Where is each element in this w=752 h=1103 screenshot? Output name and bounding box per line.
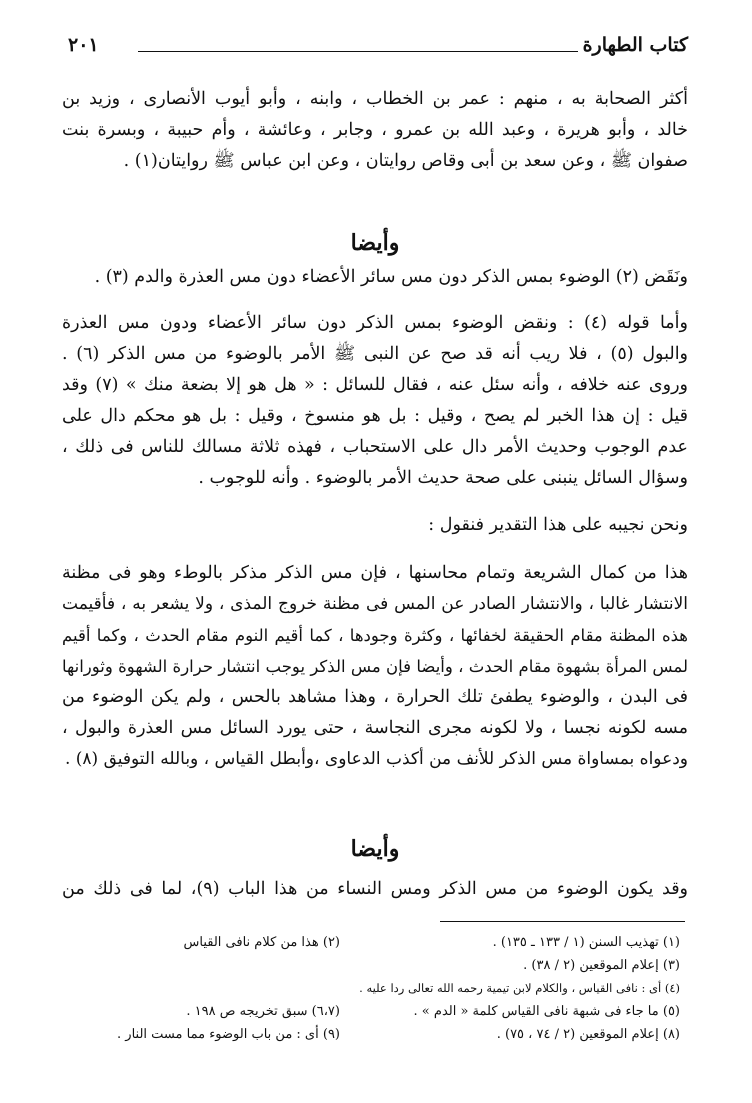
- footnote-separator: [440, 921, 685, 922]
- paragraph-also: [62, 874, 688, 905]
- text-line: ودعواه بمساواة مس الذكر للأنف من أكذب الدعاوى ،وأبطل القياس ، وبالله التوفيق (٨) .: [64, 749, 688, 769]
- paragraph-answer-intro: [62, 510, 688, 541]
- section-heading: وأيضا: [350, 836, 400, 862]
- text-line: عدم الوجوب وحديث الأمر دال على الاستحباب ، فهذه ثلاثة مسالك للناس فى ذلك ،: [62, 437, 688, 457]
- text-line: وأما قوله (٤) : ونقض الوضوء بمس الذكر دون سائر الأعضاء ودون مس العذرة: [62, 313, 688, 333]
- text-line: خالد ، وأبو هريرة ، وعبد الله بن عمرو ، وجابر ، وعائشة ، وأم حبيبة ، وبسرة بنت: [62, 120, 688, 140]
- page-header: [68, 34, 688, 64]
- text-line: ونَقَض (٢) الوضوء بمس الذكر دون مس سائر الأعضاء دون مس العذرة والدم (٣) .: [94, 267, 688, 287]
- paragraph-naqd: [62, 262, 688, 293]
- footnote-5: (٥) ما جاء فى شبهة نافى القياس كلمة « الدم » .: [413, 1004, 680, 1019]
- paragraph-argument: [62, 558, 688, 775]
- chapter-title: كتاب الطهارة: [582, 34, 688, 56]
- footnote-9: (٩) أى : من باب الوضوء مما مست النار .: [117, 1027, 340, 1042]
- text-line: الانتشار غالبا ، والانتشار الصادر عن المس فى مظنة خروج المذى ، ولا يشعر به ، فأقيمت: [62, 594, 688, 614]
- section-heading: وأيضا: [350, 230, 400, 256]
- header-rule: [138, 51, 578, 52]
- footnote-8: (٨) إعلام الموقعين (٢ / ٧٤ ، ٧٥) .: [496, 1027, 680, 1042]
- text-line: هذه المظنة مقام الحقيقة لخفائها ، وكثرة وجودها ، كما أقيم النوم مقام الحدث ، وكما أقيم: [62, 626, 688, 645]
- text-line: وسؤال السائل ينبنى على صحة حديث الأمر بالوضوء . وأنه للوجوب .: [198, 468, 688, 488]
- paragraph-reply: [62, 308, 688, 494]
- text-line: أكثر الصحابة به ، منهم : عمر بن الخطاب ، وابنه ، وأبو أيوب الأنصارى ، وزيد بن: [62, 89, 688, 109]
- footnote-6-7: (٦،٧) سبق تخريجه ص ١٩٨ .: [186, 1004, 340, 1019]
- text-line: ونحن نجيبه على هذا التقدير فنقول :: [428, 515, 688, 535]
- intro-paragraph: [62, 84, 688, 177]
- text-line: هذا من كمال الشريعة وتمام محاسنها ، فإن مس الذكر مذكر بالوطء وهو فى مظنة: [62, 563, 688, 583]
- footnote-4: (٤) أى : نافى القياس ، والكلام لابن تيمية رحمه الله تعالى ردا عليه .: [359, 981, 680, 995]
- footnote-3: (٣) إعلام الموقعين (٢ / ٣٨) .: [523, 958, 680, 973]
- page-number: ٢٠١: [68, 34, 99, 56]
- text-line: وقد يكون الوضوء من مس الذكر ومس النساء من هذا الباب (٩)، لما فى ذلك من: [62, 879, 689, 899]
- text-line: صفوان ﷺ ، وعن سعد بن أبى وقاص روايتان ، وعن ابن عباس ﷺ روايتان(١) .: [123, 151, 688, 171]
- text-line: وروى عنه خلافه ، وأنه سئل عنه ، فقال للسائل : « هل هو إلا بضعة منك » (٧) وقد: [62, 375, 688, 395]
- text-line: مسه لكونه نجسا ، ولا لكونه مجرى النجاسة ، حتى يورد السائل مس العذرة والبول ،: [62, 718, 688, 738]
- footnote-1: (١) تهذيب السنن (١ / ١٣٣ ـ ١٣٥) .: [492, 935, 680, 950]
- text-line: والبول (٥) ، فلا ريب أنه قد صح عن النبى ﷺ الأمر بالوضوء من مس الذكر (٦) .: [62, 344, 689, 364]
- text-line: فى البدن ، والوضوء يطفئ تلك الحرارة ، وهذا مشاهد بالحس ، ولم يكن الوضوء من: [62, 687, 688, 707]
- text-line: لمس المرأة بشهوة مقام الحدث ، وأيضا فإن مس الذكر يوجب انتشار حرارة الشهوة وثورانها: [62, 657, 688, 676]
- text-line: قيل : إن هذا الخبر لم يصح ، وقيل : بل هو منسوخ ، وقيل : بل هو محكم دال على: [62, 406, 688, 426]
- footnote-2: (٢) هذا من كلام نافى القياس: [183, 935, 340, 950]
